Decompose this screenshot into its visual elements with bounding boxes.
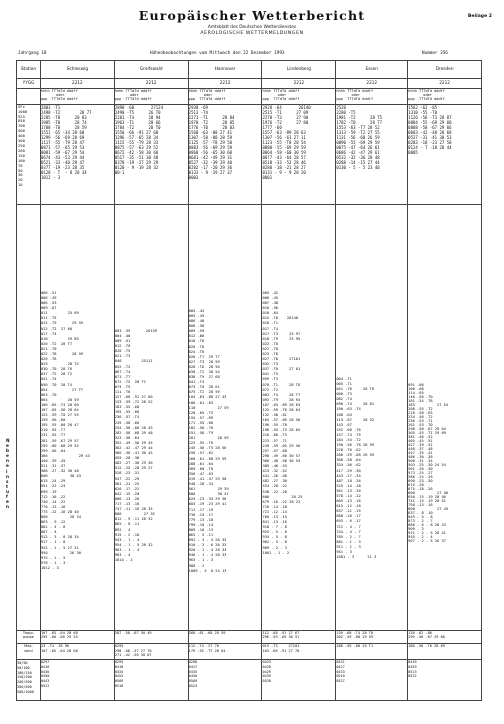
- side-letter: i: [6, 468, 8, 474]
- std-greifswald: 2890 -60 27124 2490 -T5 26 T0 2281 -T4 28 94 1963 -T1 28 66 1784 -T2 28 T0 1550 -66 -91 27 60 1296 -57 -65 28 34 1115 -55 -T9 28 33 0875 -57 -63 29 52 0672 -42 -58 30 60 0517 -35 -51 30 48 0378 -19 -27 29 29 0120 - 9 -19 28 32 00-1: [114, 104, 188, 204]
- layer-label: 300/500: [17, 684, 32, 689]
- tropo-essen: 139 -60 -T4 28 T0 282 -59 -68 29 59: [336, 630, 408, 644]
- volume-label: Jahrgang 18: [18, 51, 47, 56]
- layer-hannover: 0280 0417 0435 0450 0509 0524: [188, 660, 262, 701]
- col-head-4: hhhh TTTdTd dddff oder ppp TTTdTd dddff: [262, 88, 336, 104]
- sig-side-label: [17, 204, 41, 630]
- side-letter: s: [6, 478, 9, 484]
- station-schleswig: Schleswig: [40, 61, 114, 79]
- layer-dresden: 0416 0459 0513 0522: [408, 660, 482, 701]
- observation-date: Höhenbeobachtungen vom Mittwoch den 22 Dezember 1993: [150, 51, 285, 56]
- layer-label: 200/300: [17, 680, 32, 685]
- sig-hannover: 005 -43 005 -45 006 -48 008 -58 009 -59 012 -60 018 -T6 020 -T6 024 -T0 026 -T7 29 T7 027 -T3 28 59 028 -T6 28 56 030 -T2 28 54 038 -T9 27 68 041 -T4 073 -T0 28 61 075 -T2 28 59 104 -63 -88 27 43 106 -61 -83 110 27 59 120 -65 -T5 155 -57 -69 171 -55 -60 182 -56 -70 191 -58 -T9 201 28 59 222 -55 -T6 245 -56 -T5 28 56 256 -57 -62 268 -61 -68 29 59 288 -61 -64 309 -60 -T0 356 -47 -63 419 -41 -47 29 50 540 -28 -34 561 29 39 600 30 41 625 -23 -34 29 38 683 -19 -23 29 41 711 -17 -19 736 -15 -17 779 -13 -18 799 -10 -14 809 -10 -13 863 - 5 -11 892 - 3 - 4 28 33 910 - 3 - 6 28 33 920 - 1 - 4 28 33 946 - 1 - 4 28 33 963 - 1 - 3 988 - 2 1009 - 3 0 24 13: [188, 204, 262, 630]
- col-head-5: hhhh TTTdTd dddff oder ppp TTTdTd dddff: [336, 88, 408, 104]
- col-head-2: hhhh TTTdTd dddff oder ppp TTTdTd dddff: [114, 88, 188, 104]
- standard-levels-row: [17, 104, 482, 204]
- tropo-schleswig: 107 -65 -64 28 60 295 -60 -68 29 55: [40, 630, 114, 644]
- layer-label: 30/50: [17, 661, 28, 665]
- section-title: AEROLOGISCHE WETTERMELDUNGEN: [200, 31, 304, 36]
- column-header-row: [17, 88, 482, 104]
- tropopause-label: Tropo- pause: [17, 630, 41, 644]
- side-letter: t: [6, 483, 9, 489]
- sig-lindenberg: 005 -42 006 -45 007 -48 010 -56 010 -64 015 -T0 26140 016 -T1 017 -T4 017 -T3 25 97 018 -T9 25 95 022 -T0 022 -T8 023 -T8 027 -T8 27101 032 -T3 037 -T0 27 01 041 -T5 059 -T3 070 -T1 28 T8 072 -T2 082 -T4 28 T7 093 -T9 28 94 107 -63 -89 28 63 125 -59 -T6 28 64 132 -58 -61 164 -57 -69 28 56 190 -55 -T8 196 -55 -T5 28 65 216 -60 -T5 223 -57 -71 249 -59 -65 29 56 257 -57 -68 298 -49 -60 30 57 366 -48 -58 30 53 389 -46 -53 413 -32 -52 441 -26 -40 482 -27 -30 534 -20 -22 538 -22 -20 600 28 25 679 -16 -22 28 23 710 -14 -18 721 -12 -14 760 -13 -15 841 -13 -16 918 - 7 - 8 925 - 5 - 8 934 - 5 - 8 962 - 5 - 8 969 - 2 - 3 1001 - 1 - 2: [262, 204, 336, 630]
- level-labels: [17, 104, 41, 204]
- side-letter: f: [6, 494, 8, 500]
- station-essen: Essen: [336, 61, 408, 79]
- layer-essen: 0421 0427 0433 0510 0527: [336, 660, 408, 701]
- level-label: 1000: [18, 108, 28, 114]
- side-letter: e: [6, 453, 9, 459]
- side-letter: n: [6, 504, 9, 510]
- maxwind-lindenberg: 015 -T3 27101 103 -66 -91 27 70: [262, 644, 336, 660]
- maxwind-greifswald: 0295 298 -60 -57 27 70 271 -42 -56 30 07: [114, 644, 188, 660]
- maxwind-essen: 280 -59 -68 29 T1: [336, 644, 408, 660]
- level-label: SFc: [18, 103, 25, 109]
- yygg-label: YYGG: [17, 79, 41, 88]
- report-title: Europäischer Wetterbericht: [138, 8, 366, 23]
- level-label: 500: [18, 128, 25, 134]
- std-lindenberg: 2928 -64 26140 2515 -T1 27 09 2278 -T3 27 90 1976 -T2 27 80 1777 -60 1557 -63 -89 28 63 1307 -56 -61 27 11 1123 -55 -T8 28 54 0880 -55 -69 29 59 0864 -58 -60 30 59 0877 -43 -64 28 57 0518 -33 -53 28 46 0280 -18 -21 28 27 0131 - 9 - 9 28 20 0001: [262, 104, 336, 204]
- tropo-lindenberg: 112 -66 -91 27 67 296 -59 -69 30 57: [262, 630, 336, 644]
- maxwind-row: [17, 644, 482, 660]
- level-label: 100: [18, 157, 25, 163]
- issue-number: Nummer 356: [422, 51, 448, 56]
- side-letter: e: [6, 499, 9, 505]
- std-schleswig: 2803 -T1 2498 -T2 28 77 2285 -T8 28 83 1985 -T0 28 74 1788 -T0 28 59 1551 -65 -34 28 60 1299 -56 -69 28 69 1117 -55 -T9 28 47 0871 -57 -65 29 53 0081 -59 -67 29 54 0674 -43 -53 29 44 0521 -33 -40 29 47 0377 -19 -23 28 35 0128 - T - 8 28 34 1012 - 3: [40, 104, 114, 204]
- time-hannover: 2212: [188, 79, 262, 88]
- layer-label: 150/200: [17, 675, 32, 680]
- report-header: [0, 8, 504, 36]
- blank-cell: [17, 88, 41, 104]
- station-label: Station: [17, 61, 41, 79]
- side-letter: N: [6, 438, 10, 443]
- tropo-greifswald: 287 -58 -67 30 49: [114, 630, 188, 644]
- std-hannover: 2938 -69 2513 -T4 2271 -T1 28 84 1978 -T2 28 85 1776 -T0 28 83 1560 -63 -88 27 41 1307 -58 -80 28 59 1125 -57 -T8 29 50 0883 -56 -69 29 59 0868 -56 -65 30 60 0681 -42 -49 29 31 0527 -32 -39 29 40 0282 -17 -20 29 36 0133 - 9 -19 27 37 0003: [188, 104, 262, 204]
- level-label: 300: [18, 138, 25, 144]
- sounding-table: [16, 60, 482, 701]
- level-label: 400: [18, 133, 25, 139]
- level-label: 50: [18, 167, 23, 173]
- layer-label: 50/100: [17, 665, 30, 670]
- supplement-label: Beilage 2: [467, 14, 492, 19]
- side-letter: b: [6, 448, 9, 454]
- time-schleswig: 2212: [40, 79, 114, 88]
- col-head-1: hhhh TTTdTd dddff oder ppp TTTdTd dddff: [40, 88, 114, 104]
- tropopause-row: [17, 630, 482, 644]
- side-letter: n: [6, 458, 9, 464]
- report-subtitle: Amtsblatt des Deutschen Wetterdienstes: [207, 25, 297, 30]
- maxwind-hannover: 112 -T4 27 70 179 -55 -TT 28 64: [188, 644, 262, 660]
- std-dresden: 1562 -62 -85 1310 -55 -T8 1126 -56 -T3 28 87 0884 -55 -69 29 68 0888 -58 -67 29 66 0683 -42 -48 28 68 0527 -31 -41 30 53 0283 -18 -23 27 50 0124 - T -18 28 44 0005: [408, 104, 482, 204]
- maxwind-dresden: 180 -56 -T6 28 69: [408, 644, 482, 660]
- level-label: 925: [18, 113, 25, 119]
- level-label: 850: [18, 118, 25, 124]
- side-letter: e: [6, 443, 9, 449]
- tropo-hannover: 268 -61 -68 29 59: [188, 630, 262, 644]
- maxwind-label: Max- wind: [17, 644, 41, 660]
- level-label: 10: [18, 182, 23, 188]
- significant-points-row: [17, 204, 482, 630]
- level-label: 200: [18, 147, 25, 153]
- layer-greifswald: 0295 0418 0434 0453 0509 0518: [114, 660, 188, 701]
- level-label: 700: [18, 123, 25, 129]
- sig-schleswig: 006 -51 006 -49 006 -53 009 -67 011 25 69 011 -T5 012 -T5 29 55 012 -T2 27 60 017 -T4 018 29 85 020 -T2 28 TT 021 -T0 022 -T8 28 59 026 -T6 029 28 T4 030 -T0 28 T6 037 -T2 28 T2 041 -T4 050 -T0 28 T4 054 27 TT 063 -T0 064 28 59 100 -65 -T4 28 60 107 -65 -58 28 64 125 -59 -T0 27 55 139 -56 -60 195 -55 -60 28 47 210 -55 -T7 231 -55 -T7 281 -59 -67 29 57 295 -60 -68 29 55 299 -56 -64 366 29 43 440 -39 -45 521 -31 -37 588 -27 -32 30 48 600 30 43 615 -24 -29 651 -22 -24 699 -19 712 -16 -22 740 -14 -22 770 -13 -16 775 -12 -16 28 40 800 28 34 863 - 9 -12 881 - 4 - 8 887 - 4 912 - 3 - 8 28 34 917 - 1 - 8 942 - 1 - 5 27 31 950 26 30 975 - 1 - 5 978 - 1 - 3 1012 - 3: [40, 204, 114, 630]
- layer-label: 100/150: [17, 670, 32, 675]
- layer-row: [17, 660, 482, 701]
- layer-lindenberg: 0423 0428 0429 0435 0520: [262, 660, 336, 701]
- std-essen: 2520 2280 -T5 1981 -T2 28 T5 1782 -T0 28 T7 1553 -63 -T7 28 52 1313 -59 -T2 27 55 1131 -56 -68 26 59 0890 -55 -69 29 59 0875 -47 -64 26 61 0686 -42 -47 29 61 0532 -32 -36 28 48 0288 -14 -15 27 44 0130 - 5 - 5 23 40: [336, 104, 408, 204]
- col-head-3: hhhh TTTdTd dddff oder ppp TTTdTd dddff: [188, 88, 262, 104]
- sig-dresden: 091 -66 106 -68 114 -65 146 -56 -T0 181 -54 -T8 183 27 54 208 -55 -T2 210 -58 -65 234 -56 -T2 256 -53 -71 261 -53 -T0 298 -58 -67 29 64 305 -55 -T1 29 69 381 -46 -52 405 -45 -51 427 -39 -51 440 -37 -48 457 -35 -41 486 -30 -36 500 -31 -34 503 -25 -30 24 54 561 -26 -30 573 -25 -27 586 -24 -26 600 -23 -30 615 -28 675 -18 -26 600 27 46 650 -15 -19 28 46 741 -13 -19 28 51 750 -13 -16 800 27 45 837 - 8 -10 849 - 4 - 8 873 - 2 - 7 880 - 6 - 8 28 43 909 - 3 921 - 2 - 5 28 41 955 - 2 - 4 967 - 2 - 5 26 37: [408, 204, 482, 630]
- side-letter: u: [6, 488, 9, 494]
- station-hannover: Hannover: [188, 61, 262, 79]
- layer-label: 500/1000: [17, 689, 34, 694]
- side-label-vertical: [6, 438, 10, 509]
- layer-schleswig: 0297 0416 0436 0450 0443 0522: [40, 660, 114, 701]
- layer-labels: [17, 660, 41, 701]
- level-label: 70: [18, 162, 23, 168]
- time-essen: 2212: [336, 79, 408, 88]
- side-letter: e: [6, 463, 9, 469]
- sig-essen: 004 -T1 005 -T1 041 -T6 26 T0 066 -T3 082 -T4 090 -T4 28 81 100 -63 -T4 108 -64 113 -67 28 52 143 -67 152 -60 -T6 157 -T4 -T5 184 -54 -T2 190 -56 -T8 28 59 228 -T6 -62 280 -59 -68 26 59 300 -58 -64 334 -56 -62 417 -29 -30 443 -27 -34 487 -18 -26 525 -14 -18 561 -13 -20 578 -14 -22 605 -13 -16 615 -12 -16 657 -11 -15 680 -10 -17 693 - 6 -17 721 - 4 - 7 744 - 4 - 7 785 - 2 - 7 881 - 1 - 3 911 - 1 - 3 941 - 3 1001 - 3 21 3: [336, 204, 408, 630]
- col-head-6: hhhh TTTdTd dddff oder ppp TTTdTd dddff: [408, 88, 482, 104]
- level-label: 250: [18, 142, 25, 148]
- time-greifswald: 2212: [114, 79, 188, 88]
- side-letter: n: [6, 473, 9, 479]
- sig-greifswald: 003 -35 26139 004 -40 009 -51 012 -T0 020 -T5 021 -T3 040 25111 052 -T2 067 -T4 071 -TT 072 -T5 28 T2 074 -T5 111 -T6 127 -68 -91 27 60 133 -59 -72 28 52 183 -55 -60 195 -55 -66 236 -57 -T4 245 -58 -66 254 -58 -66 28 43 282 -58 -68 29 48 323 -58 -64 352 -49 -56 29 45 362 -42 -47 29 44 380 -36 -41 30 45 455 -28 -30 482 -27 -30 29 30 512 -25 -28 29 27 528 -23 -31 547 -22 -29 581 -21 -25 620 -17 -22 642 -15 -20 686 -13 -20 717 -13 -16 747 -11 -16 28 35 800 27 35 812 - 9 -11 28 32 865 - 6 -11 892 - 4 915 - 2 -18 943 - 1 - 4 954 - 1 - 5 28 32 963 - 1 - 4 983 - 4 1014 - 2: [114, 204, 188, 630]
- station-row: [17, 61, 482, 79]
- station-dresden: Dresden: [408, 61, 482, 79]
- maxwind-schleswig: 23 -T4 28 96 107 -65 -64 28 60: [40, 644, 114, 660]
- level-label: 150: [18, 152, 25, 158]
- time-row: [17, 79, 482, 88]
- station-lindenberg: Lindenberg: [262, 61, 336, 79]
- time-lindenberg: 2212: [262, 79, 336, 88]
- level-label: 30: [18, 172, 23, 178]
- tropo-dresden: 128 -62 -86 299 -56 -67 29 66: [408, 630, 482, 644]
- level-label: 20: [18, 177, 23, 183]
- time-dresden: 2212: [408, 79, 482, 88]
- station-greifswald: Greifswald: [114, 61, 188, 79]
